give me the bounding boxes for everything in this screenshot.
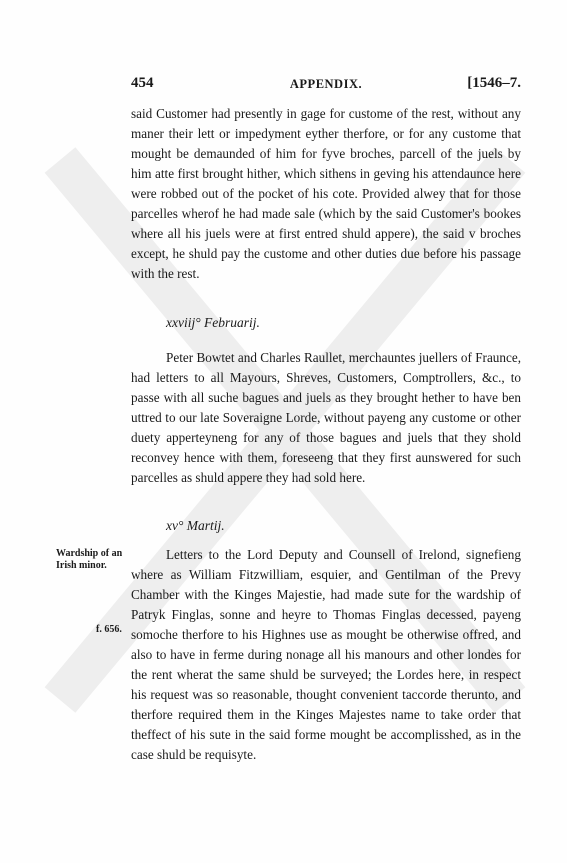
- paragraph-continuation: [131, 104, 521, 284]
- margin-note: Wardship of an Irish minor.: [56, 548, 123, 571]
- paragraph-bowtet-raullet: [131, 348, 521, 488]
- year-range: [1546–7.: [467, 75, 521, 91]
- paragraph-irish-wardship: [131, 545, 521, 765]
- paragraph-text: said Customer had presently in gage for custome of the rest, without any maner their lett or impedyment eyther therfore, or for any custome that mought be demaunded of him for fyve broches, parcell of the juels by him atte first brought hither, which sithens in geving his attendaunce here were robbed out of the pocket of his cote. Provided alwey that for those parcelles wherof he had made sale (which by the said Customer's bookes where all his juels were at first entred shuld appere), the said v broches except, he shuld pay the custome and other duties due before his passage with the rest.: [131, 106, 521, 281]
- page-header: [131, 75, 521, 99]
- paragraph-text: Peter Bowtet and Charles Raullet, merchauntes juellers of Fraunce, had letters to all Mayours, Shreves, Customers, Comptrollers, &c., to passe with all suche bagues and juels as they brought hether to have ben uttred to our late Soveraigne Lorde, without payeng any custome or other duety apperteyneng for any of those bagues and juels that they shold reconvey hence with them, foreseeng that they first aunswered for such parcelles as shuld appere they had sold here.: [131, 350, 521, 485]
- entry-date-heading: xv° Martij.: [166, 518, 225, 533]
- page-number: 454: [131, 75, 154, 91]
- folio-marker: f. 656.: [96, 624, 122, 635]
- paragraph-text: Letters to the Lord Deputy and Counsell of Irelond, signefieng where as William Fitzwilliam, esquier, and Gentilman of the Prevy Chamber with the Kinges Majestie, had made sute for the wardship of Patryk Finglas, sonne and heyre to Thomas Finglas decessed, payeng somoche therfore to his Highnes use as mought be otherwise offred, and also to have in ferme during nonage all his manours and other londes for the rent wherat the same shuld be surveyed; the Lordes here, in respect his request was so reasonable, thought convenient taccorde therunto, and therfore required them in the Kinges Majestes name to take order that theffect of his sute in the said forme mought be accomplisshed, as in the case shuld be requisyte.: [131, 547, 521, 762]
- entry-date-heading: xxviij° Februarij.: [166, 315, 260, 330]
- running-title: APPENDIX.: [289, 77, 363, 91]
